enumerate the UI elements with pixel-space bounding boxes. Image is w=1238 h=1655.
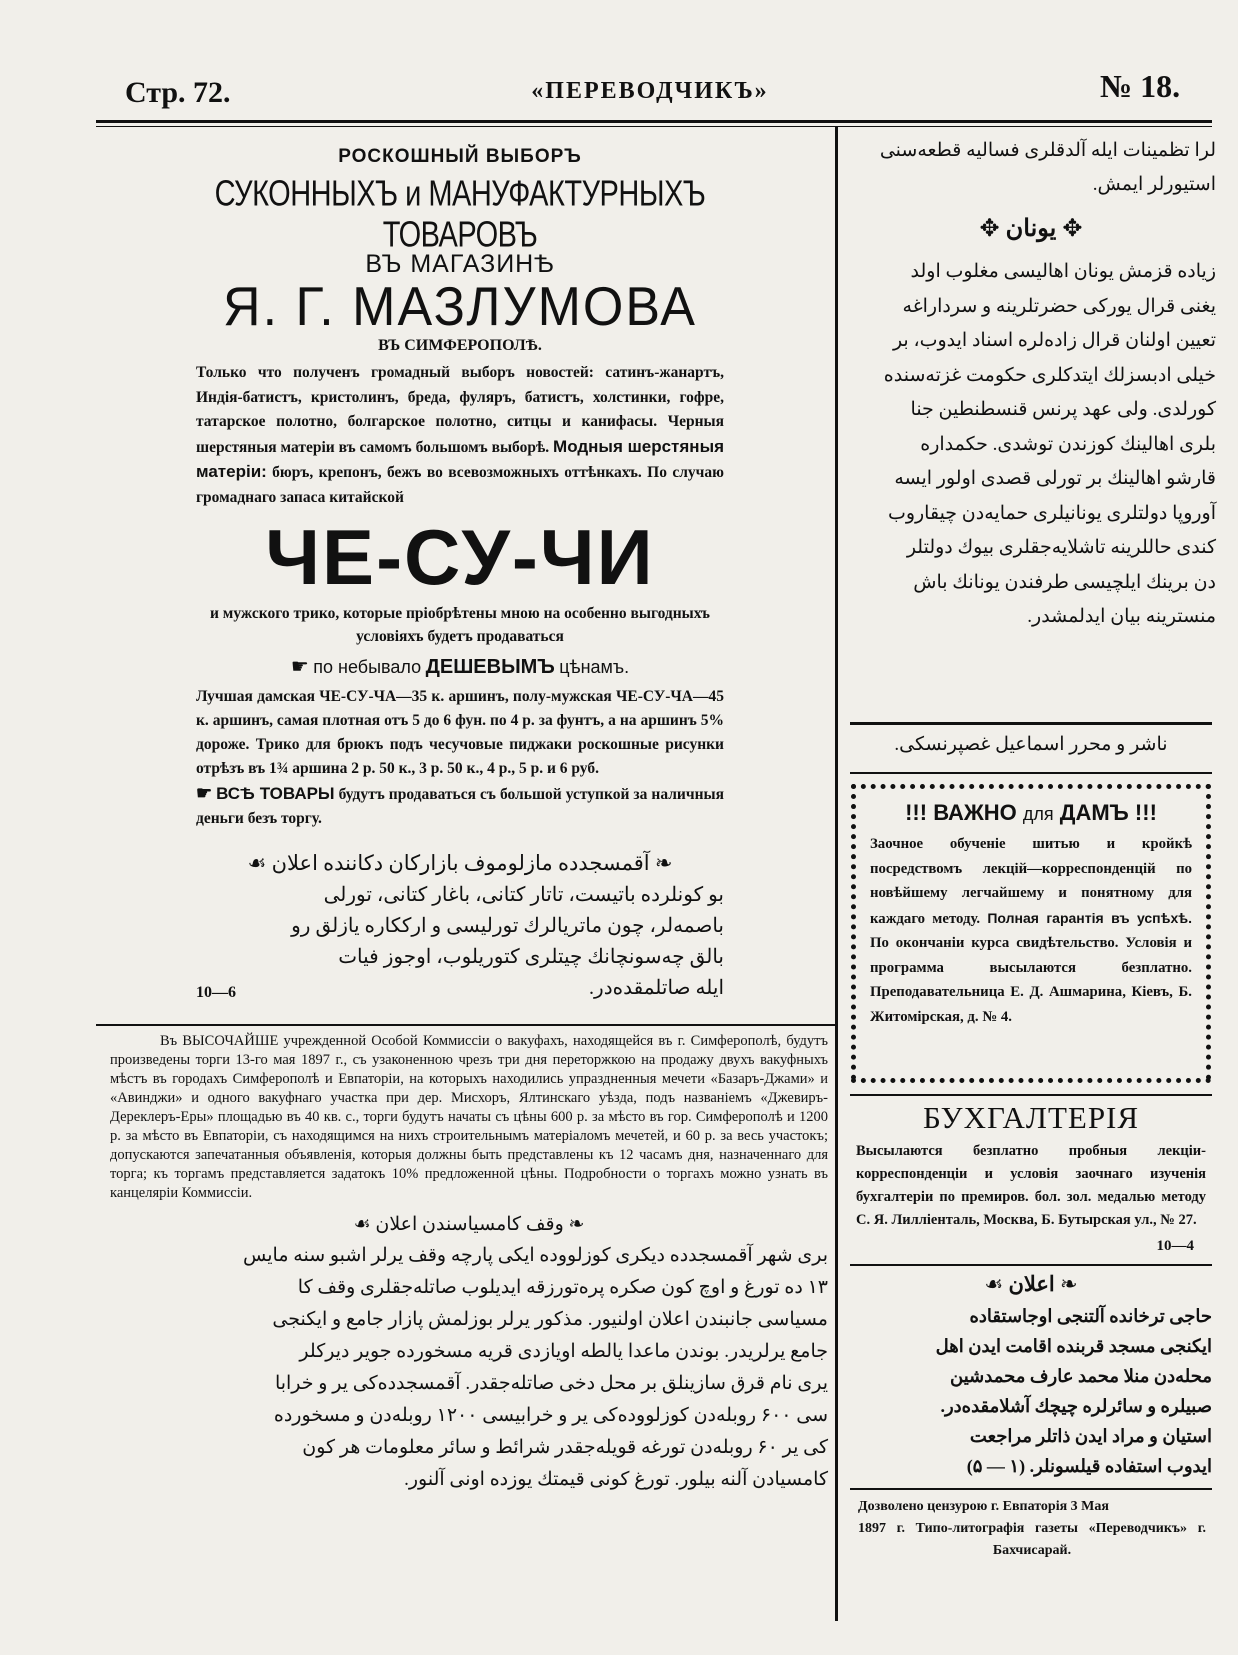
greek-section-text: زیاده قزمش یونان اهالیسی مغلوب اولد یغنی قرال یورکی حضرتلرینه و سرداراغه تعیین اولنان قرال زاده‌لره اسناد ایدوب، بر خیلی ادبسزلك ایتدکلری حکومت غزته‌سنده کورلدی. ولی عهد پرنس قنسطنطین جنا بلری اهالینك کوزندن توشدی. حکمداره قارشو اهالینك بر تورلی قصدی اولور ایسه آوروپا دولتلری یونانیلری حمایه‌دن چیقاروب کندی حاللرینه تاشلایه‌جقلری بیوك دولتلر دن برینك ایلچیسی طرفندن یونانك باش منسترینه بیان ایدلمشدر.: [883, 261, 1216, 627]
fleuron-icon: ❧: [1060, 1272, 1078, 1296]
ashmarina-body: Заочное обученіе шитью и кройкѣ посредствомъ лекцій—корреспонденцій по новѣйшему легчайшему и понятному для каждаго методу. Полная гарантія въ успѣхѣ. По окончаніи курса свидѣтельство. Условія и программа высылаются безплатно. Преподавательница Е. Д. Ашмарина, Кіевъ, Б. Житомірская, д. № 4.: [870, 836, 1192, 1025]
greek-top-text: لرا تظمینات ایله آلدقلری فسالیه قطعه‌سنی استیورلر ایمش.: [879, 140, 1216, 195]
fleuron-icon: ❧: [568, 1214, 585, 1235]
ad-emphasis: Модныя шерстяныя матеріи:: [196, 436, 725, 481]
ilan-title: ❧ اعلان ☙: [984, 1272, 1078, 1296]
ilan-text: حاجی ترخانده آلتنجی اوجاستقاده ایکنجی مسجد قربنده اقامت ایدن اهل محله‌دن منلا محمد عارف محمدشین صبیلره و سائرلره چیچك آشلامقده‌در. استیان و مراد ایدن ذاتلر مراجعت ایدوب استفاده قیلسونلر. (۱ — ۵): [935, 1306, 1212, 1476]
page-number: Стр. 72.: [125, 76, 231, 109]
fleuron-icon: ✥: [1062, 216, 1083, 242]
section-rule: [850, 1094, 1212, 1096]
ad-price-line: ☛ по небывало ДЕШЕВЫМЪ цѣнамъ.: [290, 656, 630, 678]
ad-turkic-text: بو کونلرده باتیست، تاتار کتانی، باغار کتانی، تورلی باصمه‌لر، چون ماتریالرك تورلیسی و ارککاره یازلق رو بالق چه‌سونچانك چیتلری کتوریلوب، اوجوز فیات ایله صاتلمقده‌در.: [291, 884, 724, 999]
lilienthal-body: Высылаются безплатно пробныя лекціи-корреспонденціи и условія заочнаго изученія бухгалтеріи по премиров. бол. зол. медалью методу С. Я. Лилліенталь, Москва, Б. Бутырская ул., № 27.: [856, 1143, 1206, 1228]
ad-code: 10—6: [196, 984, 236, 1001]
ad-turkic-title: ❧ آقمسجدده مازلوموف بازارکان دکاننده اعلان ☙: [247, 851, 673, 875]
maslumov-advertisement: [196, 146, 724, 1004]
ashmarina-advertisement: [870, 800, 1192, 1029]
fleuron-icon: ☙: [353, 1214, 371, 1235]
section-rule: [850, 1264, 1212, 1266]
commission-body: Въ ВЫСОЧАЙШЕ учрежденной Особой Коммиссіи о вакуфахъ, находящейся въ г. Симферополѣ, будутъ произведены торги 13-го мая 1897 г., съ узаконенною чрезъ три дня переторжкою на продажу двухъ вакуфныхъ мѣстъ въ городахъ Симферополѣ и Евпаторіи, на которыхъ находились упраздненныя мечети «Базаръ-Джами» и «Авинджи» и одного вакуфнаго участка при дер. Мисхоръ, Ялтинскаго уѣзда, подъ названіемъ «Джевиръ-Дереклеръ-Еры» площадью въ 40 кв. с., торги будутъ начаты съ цѣны 600 р. за мѣсто въ гор. Симферополѣ и 1200 р. за мѣсто въ Евпаторіи, съ находящимся на нихъ строительнымъ матеріаломъ мечетей, и 60 р. за весь участокъ; допускаются запечатанныя объявленія, которыя должны быть представлены къ 12 часамъ дня, назначеннаго для торга; къ торгамъ представляется задатокъ 10% предложенной цѣны. Подробности о торгахъ можно узнать въ канцеляріи Коммиссіи.: [110, 1033, 828, 1201]
ad-body-1: Только что полученъ громадный выборъ новостей: сатинъ-жанартъ, Индія-батистъ, кристолинъ, бреда, фуляръ, батистъ, холстинки, гофре, татарское полотно, болгарское полотно, ситцы и канифасы. Черныя шерстяныя матеріи въ самомъ большомъ выборѣ. Модныя шерстяныя матеріи: бюръ, крепонъ, бежъ во всевозможныхъ оттѣнкахъ. По случаю громаднаго запаса китайской: [196, 364, 725, 506]
ilan-announcement: [850, 1272, 1212, 1481]
lilienthal-title: БУХГАЛТЕРІЯ: [922, 1100, 1140, 1135]
lilienthal-advertisement: [856, 1100, 1206, 1254]
imprint-line-1: Дозволено цензурою г. Евпаторія 3 Мая: [858, 1499, 1109, 1514]
header-rule: [96, 120, 1212, 123]
section-rule: [850, 722, 1212, 725]
ad-goods: СУКОННЫХЪ и МАНУФАКТУРНЫХЪ ТОВАРОВЪ: [214, 174, 706, 256]
newspaper-title: «ПЕРЕВОДЧИКЪ»: [531, 78, 769, 104]
fleuron-icon: ☙: [984, 1272, 1004, 1296]
section-rule: [96, 1024, 836, 1026]
fleuron-icon: ✥: [979, 216, 1000, 242]
greek-section-title: ✥ یونان ✥: [979, 216, 1083, 242]
pointing-hand-icon: ☛: [290, 656, 309, 678]
section-rule: [850, 772, 1212, 774]
dotted-border-right: [1206, 784, 1211, 1080]
dotted-border-bottom: [851, 1078, 1211, 1083]
section-rule: [850, 1488, 1212, 1490]
ad-store: ВЪ МАГАЗИНѢ: [365, 250, 555, 278]
commission-notice: [110, 1032, 828, 1496]
dotted-border-left: [851, 784, 856, 1080]
commission-turkic-text: بری شهر آقمسجدده دیکری کوزلووده ایکی پارچه وقف یرلر اشبو سنه مایس ۱۳ ده تورغ و اوچ کون صکره پره‌تورزقه ایدیلوب صاتله‌جقلری وقف کا مسیاسی جانبندن اعلان اولنیور. مذکور یرلر بوزلمش پازار جامع و ایکنجی جامع یرلریدر. بوندن ماعدا یالطه اویازدی قریه مسخورده جویر دیرکلر یری نام قرق سازینلق بر محل دخی صاتله‌جقدر. آقمسجدده‌کی یر و خرابا سی ۶۰۰ روبله‌دن کوزلووده‌کی یر و خرابیسی ۱۲۰۰ روبله‌دن و مسخورده کی یر ۶۰ روبله‌دن تورغه قویله‌جقدر شرائط و سائر معلومات هر کون کامسیادن آلنه بیلور. تورغ کونی قیمتك یوزده اونی آلنور.: [243, 1245, 828, 1490]
ad-city: ВЪ СИМФЕРОПОЛѢ.: [378, 337, 542, 354]
issue-number: № 18.: [1100, 68, 1181, 104]
ad-body-4: ☛ ВСѢ ТОВАРЫ будутъ продаваться съ большой уступкой за наличныя деньги безъ торгу.: [196, 783, 724, 827]
right-column: [846, 132, 1216, 635]
imprint: [858, 1496, 1206, 1562]
header-rule-thin: [96, 126, 1212, 127]
ad-body-3: Лучшая дамская ЧЕ-СУ-ЧА—35 к. аршинъ, полу-мужская ЧЕ-СУ-ЧА—45 к. аршинъ, самая плотная отъ 5 до 6 фун. по 4 р. за фунтъ, а на аршинъ 5% дороже. Трико для брюкъ подъ чесучовые пиджаки роскошные рисунки отрѣзъ въ 1¾ аршина 2 р. 50 к., 3 р. 50 к., 4 р., 5 р. и 6 руб.: [196, 688, 724, 777]
ad-intro: РОСКОШНЫЙ ВЫБОРЪ: [338, 146, 582, 167]
imprint-line-2: 1897 г. Типо-литографія газеты «Переводчикъ» г. Бахчисарай.: [858, 1521, 1206, 1558]
ad-merchant-name: Я. Г. МАЗЛУМОВА: [223, 276, 697, 338]
pointing-hand-icon: ☛: [196, 783, 213, 803]
lilienthal-code: 10—4: [1156, 1238, 1194, 1254]
dotted-border-top: [851, 784, 1211, 789]
ad-product-name: ЧЕ-СУ-ЧИ: [265, 513, 655, 601]
ad-body-2: и мужского трико, которые пріобрѣтены мною на особенно выгодныхъ условіяхъ будетъ продаваться: [210, 605, 710, 645]
fleuron-icon: ❧: [654, 851, 673, 875]
publisher-line: ناشر و محرر اسماعیل غصپرنسکی.: [894, 734, 1168, 755]
ashmarina-title: !!! ВАЖНО для ДАМЪ !!!: [905, 800, 1157, 825]
column-divider: [835, 126, 838, 1621]
commission-turkic-title: ❧ وقف کامسیاسندن اعلان ☙: [353, 1214, 585, 1235]
fleuron-icon: ☙: [247, 851, 267, 875]
